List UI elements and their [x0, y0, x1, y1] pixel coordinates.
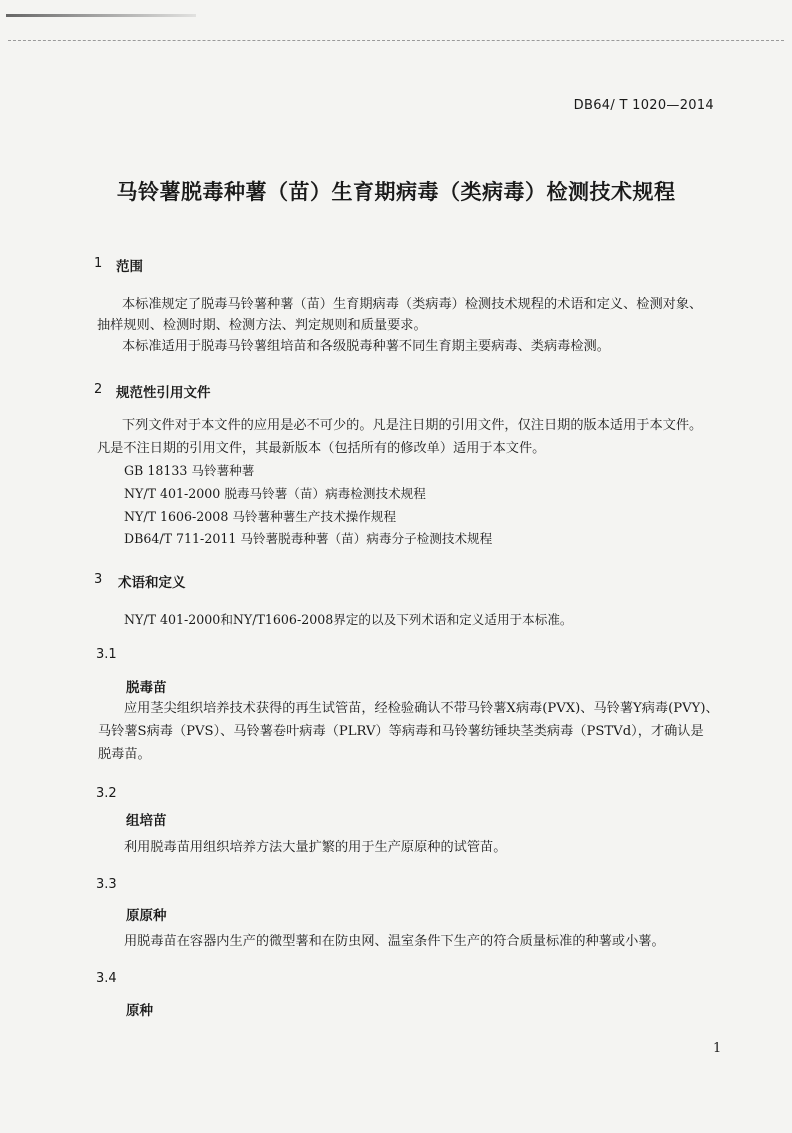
reference-item: NY/T 1606-2008 马铃薯种薯生产技术操作规程 [124, 509, 397, 524]
standard-code: DB64/ T 1020—2014 [573, 98, 714, 113]
scan-artifact [6, 14, 196, 17]
reference-item: DB64/T 711-2011 马铃薯脱毒种薯（苗）病毒分子检测技术规程 [124, 531, 493, 546]
section-1-number: 1 [94, 256, 103, 271]
term-3-2-number: 3.2 [96, 786, 117, 801]
term-3-3-number: 3.3 [96, 877, 117, 892]
term-3-2-definition: 利用脱毒苗用组织培养方法大量扩繁的用于生产原原种的试管苗。 [124, 840, 507, 855]
scope-paragraph-line: 本标准适用于脱毒马铃薯组培苗和各级脱毒种薯不同生育期主要病毒、类病毒检测。 [122, 339, 610, 354]
term-3-2-title: 组培苗 [126, 813, 167, 829]
section-3-number: 3 [94, 572, 103, 587]
normative-paragraph-line: 下列文件对于本文件的应用是必不可少的。凡是注日期的引用文件，仅注日期的版本适用于本文件。 [122, 418, 703, 433]
section-2-number: 2 [94, 382, 103, 397]
reference-item: NY/T 401-2000 脱毒马铃薯（苗）病毒检测技术规程 [124, 486, 426, 501]
term-3-1-number: 3.1 [96, 647, 117, 662]
section-2-title: 规范性引用文件 [116, 385, 211, 401]
term-3-1-definition-line: 脱毒苗。 [98, 747, 151, 762]
header-rule [8, 40, 784, 41]
term-3-4-title: 原种 [126, 1003, 153, 1019]
term-3-3-definition: 用脱毒苗在容器内生产的微型薯和在防虫网、温室条件下生产的符合质量标准的种薯或小薯。 [124, 934, 665, 949]
reference-item: GB 18133 马铃薯种薯 [124, 463, 255, 478]
term-3-3-title: 原原种 [126, 908, 167, 924]
section-1-title: 范围 [116, 259, 143, 275]
term-3-4-number: 3.4 [96, 971, 117, 986]
scope-paragraph-line: 本标准规定了脱毒马铃薯种薯（苗）生育期病毒（类病毒）检测技术规程的术语和定义、检测对象、 [122, 297, 703, 312]
normative-paragraph-line: 凡是不注日期的引用文件，其最新版本（包括所有的修改单）适用于本文件。 [97, 441, 546, 456]
page-title: 马铃薯脱毒种薯（苗）生育期病毒（类病毒）检测技术规程 [116, 180, 676, 204]
page-number: 1 [713, 1041, 722, 1056]
term-3-1-title: 脱毒苗 [126, 680, 167, 696]
term-3-1-definition-line: 马铃薯S病毒（PVS）、马铃薯卷叶病毒（PLRV）等病毒和马铃薯纺锤块茎类病毒（PSTVd），才确认是 [98, 724, 704, 739]
scope-paragraph-line: 抽样规则、检测时期、检测方法、判定规则和质量要求。 [97, 318, 427, 333]
term-3-1-definition-line: 应用茎尖组织培养技术获得的再生试管苗，经检验确认不带马铃薯X病毒(PVX)、马铃薯Y病毒(PVY)、 [124, 701, 719, 716]
section-3-title: 术语和定义 [118, 575, 186, 591]
terms-intro: NY/T 401-2000和NY/T1606-2008界定的以及下列术语和定义适用于本标准。 [124, 612, 573, 627]
